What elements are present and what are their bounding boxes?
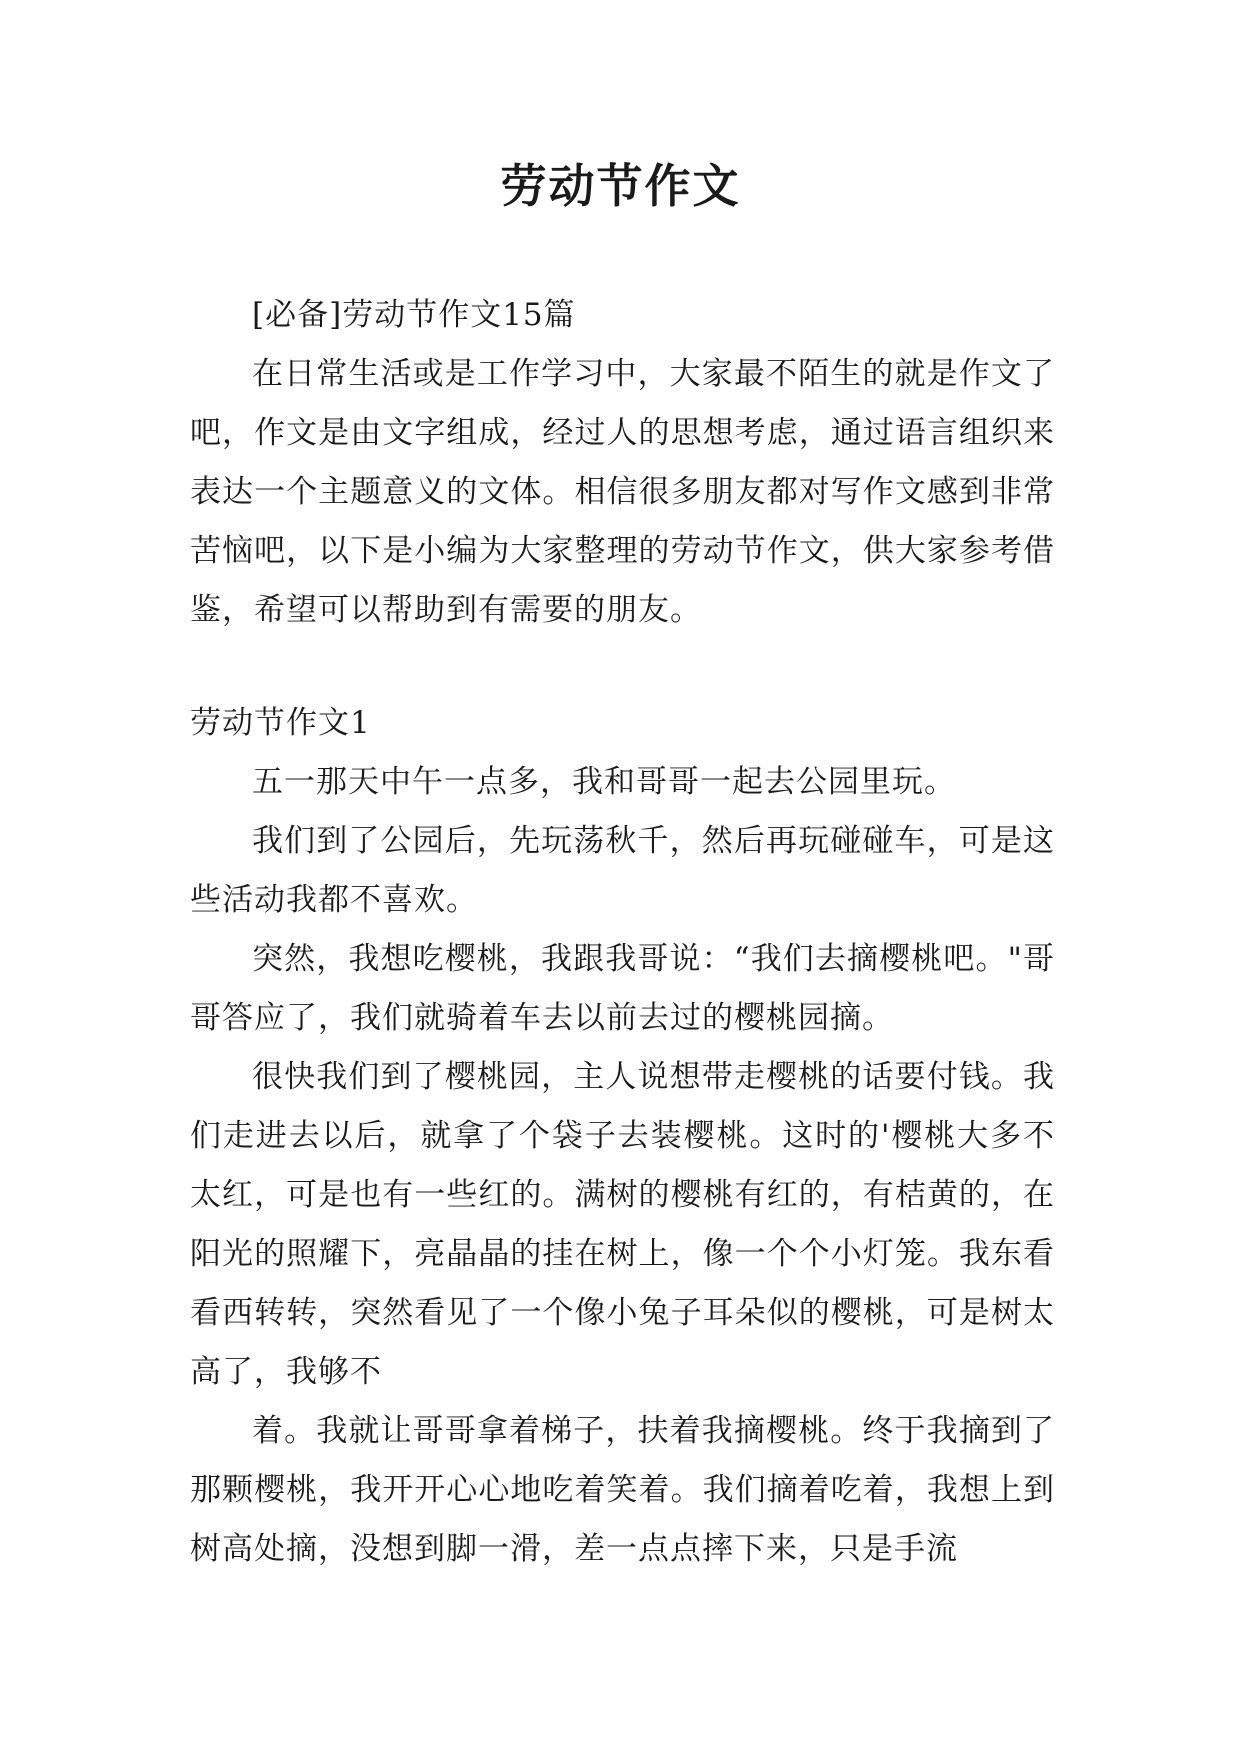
paragraph: 很快我们到了樱桃园，主人说想带走樱桃的话要付钱。我们走进去以后，就拿了个袋子去装樱桃。这时的'樱桃大多不太红，可是也有一些红的。满树的樱桃有红的，有桔黄的，在阳光的照耀下，亮晶晶的挂在树上，像一个个小灯笼。我东看看西转转，突然看见了一个像小兔子耳朵似的樱桃，可是树太高了，我够不 [190,1059,1055,1390]
intro-paragraph: 在日常生活或是工作学习中，大家最不陌生的就是作文了吧，作文是由文字组成，经过人的思想考虑，通过语言组织来表达一个主题意义的文体。相信很多朋友都对写作文感到非常苦恼吧，以下是小编为大家整理的劳动节作文，供大家参考借鉴，希望可以帮助到有需要的朋友。 [190,356,1055,628]
paragraph: 着。我就让哥哥拿着梯子，扶着我摘樱桃。终于我摘到了那颗樱桃，我开开心心地吃着笑着。我们摘着吃着，我想上到树高处摘，没想到脚一滑，差一点点摔下来，只是手流 [190,1413,1055,1567]
section-spacer [190,640,1055,694]
section-heading: 劳动节作文1 [190,705,371,741]
paragraph: 五一那天中午一点多，我和哥哥一起去公园里玩。 [252,764,956,800]
paragraph: 我们到了公园后，先玩荡秋千，然后再玩碰碰车，可是这些活动我都不喜欢。 [190,823,1055,918]
document-body [190,286,1055,1579]
document-title: 劳动节作文 [500,159,741,213]
paragraph: 突然，我想吃樱桃，我跟我哥说：“我们去摘樱桃吧。"哥哥答应了，我们就骑着车去以前去过的樱桃园摘。 [190,941,1055,1036]
subtitle: [必备]劳动节作文15篇 [252,297,576,333]
